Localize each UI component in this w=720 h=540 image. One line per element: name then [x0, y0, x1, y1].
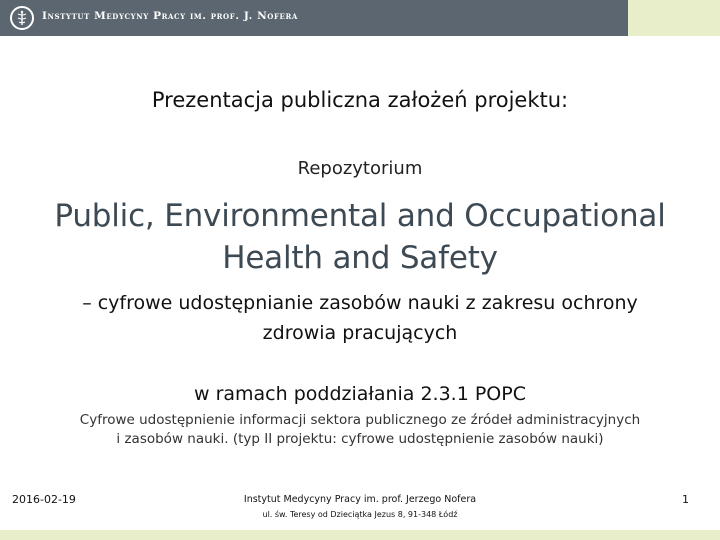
page-number: 1 — [682, 493, 689, 506]
program-detail-line2: i zasobów nauki. (typ II projektu: cyfrowe udostępnienie zasobów nauki) — [116, 431, 604, 447]
repository-title-line1: Public, Environmental and Occupational — [54, 198, 666, 234]
caduceus-icon — [10, 6, 34, 30]
description-line2: zdrowia pracujących — [262, 322, 458, 344]
program-detail-line1: Cyfrowe udostępnienie informacji sektora publicznego ze źródeł administracyjnych — [79, 412, 641, 428]
program-line: w ramach poddziałania 2.3.1 POPC — [194, 383, 526, 405]
footer-date: 2016-02-19 — [12, 493, 76, 506]
header-bar — [0, 0, 720, 36]
footer-institute-name: Instytut Medycyny Pracy im. prof. Jerzego Nofera — [243, 494, 477, 505]
slide-subheading: Repozytorium — [297, 158, 423, 179]
institution-name: Instytut Medycyny Pracy im. prof. J. Nofera — [42, 10, 298, 22]
footer-institute-address: ul. św. Teresy od Dzieciątka Jezus 8, 91-348 Łódź — [262, 510, 458, 519]
description-line1: – cyfrowe udostępnianie zasobów nauki z zakresu ochrony — [82, 292, 638, 314]
bottom-accent-bar — [0, 530, 720, 540]
repository-title-line2: Health and Safety — [222, 240, 498, 276]
header-accent-block — [628, 0, 720, 36]
slide-heading: Prezentacja publiczna założeń projektu: — [151, 88, 569, 112]
